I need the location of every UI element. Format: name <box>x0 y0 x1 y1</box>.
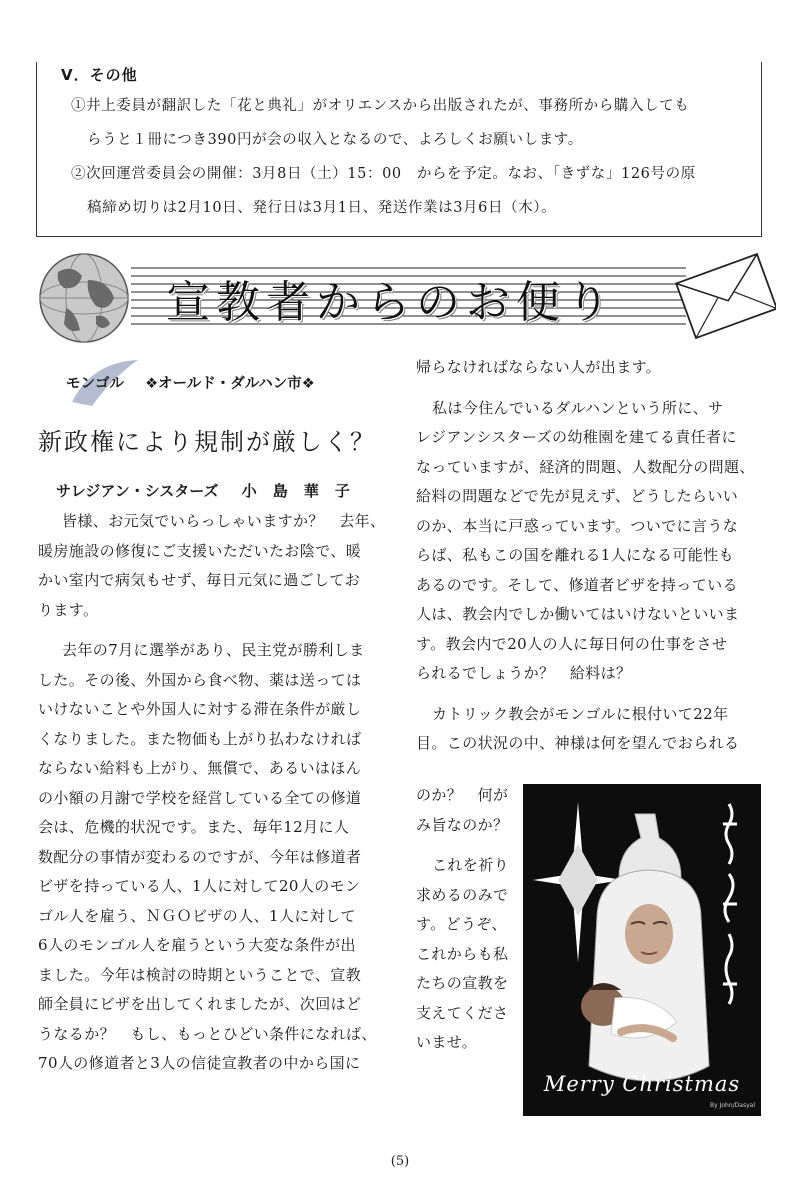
body-line: 給料の問題などで先が見えず、どうしたらいい <box>416 487 739 505</box>
body-line: のか？ 何が <box>416 786 509 804</box>
location-country: モンゴル <box>66 376 124 392</box>
body-line: ならない給料も上がり、無償で、あるいはほん <box>38 759 362 777</box>
notice-line: ①井上委員が翻訳した「花と典礼」がオリエンスから出版されたが、事務所から購入しても <box>71 98 690 114</box>
body-line: かい室内で病気もせず、毎日元気に過ごしてお <box>38 571 361 589</box>
location-city: ❖オールド・ダルハン市❖ <box>145 376 315 392</box>
body-line: した。その後、外国から食べ物、薬は送っては <box>38 670 362 689</box>
notice-heading: Ⅴ．その他 <box>61 66 138 84</box>
body-line: 皆様、お元気でいらっしゃいますか？ 去年、 <box>62 512 386 530</box>
notice-line: 稿締め切りは2月10日、発行日は3月1日、発送作業は3月6日（木）。 <box>87 200 557 216</box>
body-line: 目。この状況の中、神様は何を望んでおられる <box>416 734 740 752</box>
globe-icon <box>40 254 128 342</box>
body-line: す。どうぞ、 <box>416 915 507 933</box>
card-caption: Merry Christmas <box>543 1072 741 1096</box>
body-line: 私は今住んでいるダルハンという所に、サ <box>432 398 724 417</box>
body-line: ゴル人を雇う、ＮＧＯビザの人、1人に対して <box>38 906 356 925</box>
body-line: いけないことや外国人に対する滞在条件が厳し <box>38 700 362 718</box>
notice-line: ②次回運営委員会の開催：3月8日（土）15：00 からを予定。なお、「きずな」126号の原 <box>71 166 696 182</box>
body-line: られるでしょうか？ 給料は？ <box>416 664 632 682</box>
card-credit: By John/Dasyal <box>710 1102 755 1109</box>
body-line: 会は、危機的状況です。また、毎年12月に人 <box>38 818 350 836</box>
body-line: あるのです。そして、修道者ビザを持っている <box>416 575 738 594</box>
body-line: なっていますが、経済的問題、人数配分の問題、 <box>416 457 755 476</box>
body-line: の小額の月謝で学校を経営している全ての修道 <box>38 788 362 807</box>
body-line: たちの宣教を <box>416 974 509 992</box>
body-line: み旨なのか？ <box>416 815 509 834</box>
body-line: レジアンシスターズの幼稚園を建てる責任者に <box>416 428 737 446</box>
body-line: のか、本当に戸惑っています。ついでに言うな <box>416 516 739 535</box>
body-line: 支えてくださ <box>416 1003 509 1022</box>
page-number: (5) <box>390 1154 410 1169</box>
body-line: いませ。 <box>416 1033 478 1051</box>
christmas-card-image <box>523 784 761 1116</box>
body-line: す。教会内で20人の人に毎日何の仕事をさせ <box>416 634 728 653</box>
madonna-illustration <box>523 784 761 1116</box>
body-line: 暖房施設の修復にご支援いただいたお陰で、暖 <box>38 541 362 560</box>
section-banner <box>36 250 776 350</box>
body-line: これからも私 <box>416 944 509 963</box>
body-line: これを祈り <box>432 856 510 874</box>
body-line: 帰らなければならない人が出ます。 <box>416 358 662 376</box>
body-line: ました。今年は検討の時期ということで、宣教 <box>38 965 362 984</box>
body-line: うなるか？ もし、もっとひどい条件になれば、 <box>38 1024 377 1043</box>
body-line: くなりました。また物価も上がり払わなければ <box>38 729 362 748</box>
body-line: 70人の修道者と3人の信徒宣教者の中から国に <box>38 1054 361 1072</box>
body-line: ります。 <box>38 600 99 619</box>
body-line: ビザを持っている人、1人に対して20人のモン <box>38 877 361 895</box>
author-name: 小島華子 <box>241 482 366 500</box>
body-line: 求めるのみで <box>416 885 509 904</box>
body-line: 6人のモンゴル人を雇うという大変な条件が出 <box>38 936 356 954</box>
envelope-icon <box>676 254 776 338</box>
body-line: らば、私もこの国を離れる1人になる可能性も <box>416 546 734 564</box>
notice-box <box>36 62 762 237</box>
author-org: サレジアン・シスターズ <box>56 482 219 500</box>
body-line: 数配分の事情が変わるのですが、今年は修道者 <box>38 847 362 866</box>
location-line <box>66 372 315 393</box>
body-line: 師全員にビザを出してくれましたが、次回はど <box>38 995 362 1013</box>
body-line: 人は、教会内でしか働いてはいけないといいま <box>416 605 740 623</box>
body-line: 去年の7月に選挙があり、民主党が勝利しま <box>62 641 365 659</box>
author-line <box>56 480 366 501</box>
article-title: 新政権により規制が厳しく？ <box>38 428 376 456</box>
body-line: カトリック教会がモンゴルに根付いて22年 <box>432 704 729 723</box>
notice-line: らうと１冊につき390円が会の収入となるので、よろしくお願いします。 <box>87 132 583 148</box>
banner-title: 宣教者からのお便り <box>166 277 616 328</box>
script-decoration <box>723 804 737 1004</box>
